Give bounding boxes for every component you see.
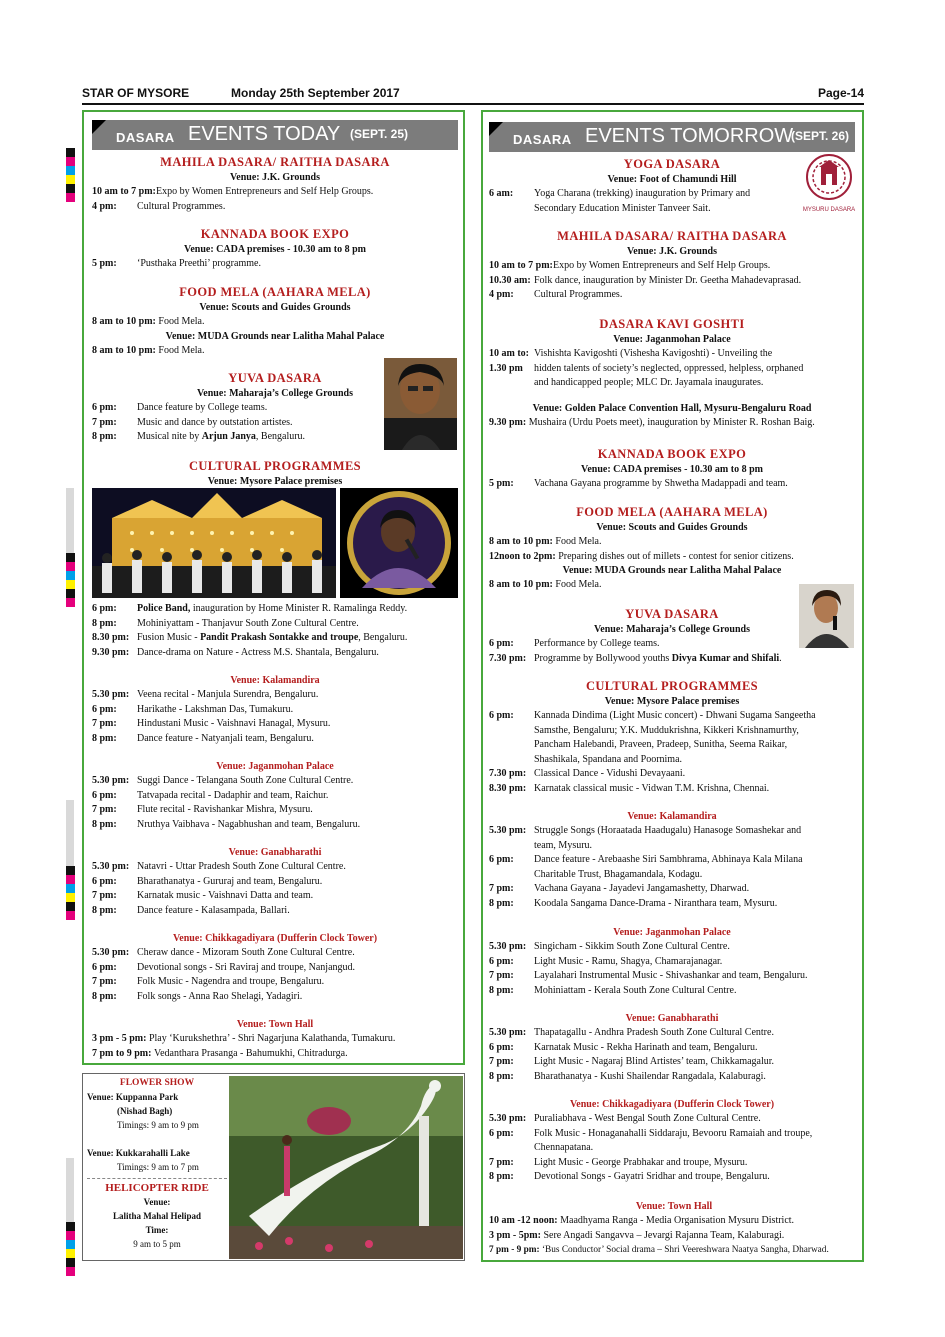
venue-label: Venue: J.K. Grounds	[229, 172, 321, 183]
event-row: 5.30 pm: Suggi Dance - Telangana South Zone Cultural Centre.	[92, 775, 354, 786]
event-row: 8 am to 10 pm: Food Mela.	[92, 316, 205, 327]
event-row: 9.30 pm: Dance-drama on Nature - Actress M.S. Shantala, Bengaluru.	[92, 646, 379, 658]
today-food-section	[92, 284, 458, 358]
event-row: 12noon to 2pm: Preparing dishes out of millets - contest for senior citizens.	[489, 550, 794, 562]
venue-sub: (Nishad Bagh)	[117, 1106, 173, 1116]
event-row: 7.30 pm: Classical Dance - Vidushi Devayaani.	[489, 768, 686, 779]
publication-name: STAR OF MYSORE	[82, 86, 190, 100]
today-book-section	[92, 226, 458, 272]
venue-label: Venue: Jaganmohan Palace	[216, 761, 334, 772]
event-row: 6 pm: Performance by College teams.	[489, 638, 660, 649]
venue-label: Venue: Town Hall	[236, 1019, 314, 1030]
event-row: 8 am to 10 pm: Food Mela.	[489, 536, 602, 547]
section-title: MAHILA DASARA/ RAITHA DASARA	[160, 155, 390, 169]
event-row: Charitable Trust, Bhagamandala, Kodagu.	[534, 868, 703, 880]
venue-label: Venue: Scouts and Guides Grounds	[199, 302, 351, 313]
event-row: 1.30 pm hidden talents of society’s neglected, oppressed, helpless, orphaned	[489, 362, 804, 374]
today-chikkagadiyara-section	[92, 932, 458, 1004]
venue-label: Venue: CADA premises - 10.30 am to 8 pm	[581, 464, 763, 475]
flower-peacock-photo	[229, 1076, 463, 1259]
event-row: 4 pm: Cultural Programmes.	[489, 289, 623, 300]
event-row: 4 pm: Cultural Programmes.	[92, 200, 226, 212]
events-today-panel	[82, 110, 465, 1065]
event-row: Secondary Education Minister Tanveer Sait.	[534, 202, 711, 214]
venue-label: Venue: Town Hall	[635, 1201, 713, 1212]
flower-show-text	[87, 1076, 227, 1251]
today-jaganmohan-section	[92, 760, 458, 832]
heli-time: 9 am to 5 pm	[133, 1239, 181, 1249]
tomorrow-book-section	[489, 446, 855, 492]
event-row: 8 pm: Dance feature - Kalasampada, Ballari.	[92, 904, 290, 916]
registration-marks	[66, 1222, 75, 1276]
venue-label: Venue: Scouts and Guides Grounds	[596, 522, 748, 533]
section-title: KANNADA BOOK EXPO	[597, 447, 747, 461]
events-today-banner	[92, 120, 458, 150]
section-title: FOOD MELA (AAHARA MELA)	[576, 505, 768, 519]
venue-label: Venue: Ganabharathi	[228, 847, 322, 858]
events-tomorrow-banner	[489, 122, 855, 152]
issue-date: Monday 25th September 2017	[231, 86, 400, 100]
venue-label: Venue: Jaganmohan Palace	[613, 334, 731, 345]
event-row: team, Mysuru.	[534, 839, 593, 851]
section-title: MAHILA DASARA/ RAITHA DASARA	[557, 229, 787, 243]
event-row: 9.30 pm: Mushaira (Urdu Poets meet), inauguration by Minister R. Roshan Baig.	[489, 416, 815, 428]
flower-show-title: FLOWER SHOW	[119, 1078, 195, 1088]
event-row: 3 pm - 5 pm: Play ‘Kurukshethra’ - Shri Nagarjuna Kalathanda, Tumakuru.	[92, 1033, 396, 1044]
venue-label: Venue: Kuppanna Park	[87, 1092, 179, 1102]
section-title: YUVA DASARA	[228, 371, 322, 385]
event-row: 8 pm: Bharathanatya - Kushi Shailendar Rangadala, Kalaburagi.	[489, 1070, 766, 1082]
event-row: 7 pm: Folk Music - Nagendra and troupe, Bengaluru.	[92, 976, 325, 987]
event-row: 10.30 am: Folk dance, inauguration by Minister Dr. Geetha Mahadevaprasad.	[489, 274, 802, 286]
tomorrow-jaganmohan-section	[489, 926, 855, 998]
event-row: 6 pm: Dance feature by College teams.	[92, 402, 268, 413]
page-number: Page-14	[817, 86, 864, 100]
venue-label: Venue: Mysore Palace premises	[604, 696, 740, 707]
tomorrow-kavi-section	[489, 316, 855, 430]
event-row: 7 pm: Vachana Gayana - Jayadevi Jangamashetty, Dharwad.	[489, 883, 750, 894]
banner-title: EVENTS TODAY	[188, 123, 341, 145]
event-row: Shashikala, Spandana and Poornima.	[534, 753, 683, 765]
event-row: 6 pm: Light Music - Ramu, Shagya, Chamarajanagar.	[489, 955, 723, 967]
timing: Timings: 9 am to 9 pm	[117, 1120, 199, 1130]
event-row: 8 pm: Dance feature - Natyanjali team, Bengaluru.	[92, 732, 314, 744]
tomorrow-townhall-section	[489, 1200, 859, 1258]
event-row: 8 pm: Musical nite by Arjun Janya, Bengaluru.	[92, 431, 306, 442]
event-row: 5.30 pm: Singicham - Sikkim South Zone Cultural Centre.	[489, 941, 730, 952]
section-title: CULTURAL PROGRAMMES	[585, 679, 759, 693]
event-row: 6 pm: Folk Music - Honaganahalli Siddaraju, Bevooru Ramaiah and troupe,	[489, 1127, 813, 1139]
event-row: Chennapatana.	[534, 1142, 594, 1153]
venue-label: Venue: Golden Palace Convention Hall, Mysuru-Bengaluru Road	[532, 402, 812, 414]
event-row: 6 pm: Tatvapada recital - Dadaphir and team, Raichur.	[92, 789, 329, 801]
venue-label: Venue: Foot of Chamundi Hill	[607, 174, 737, 185]
event-row: 6 pm: Devotional songs - Sri Raviraj and troupe, Nanjangud.	[92, 961, 356, 973]
event-row: 8 pm: Mohiniattam - Kerala South Zone Cultural Centre.	[489, 984, 737, 996]
event-row: 5 pm: Vachana Gayana programme by Shwetha Madappadi and team.	[489, 478, 788, 489]
event-row: 7 pm: Layalahari Instrumental Music - Shivashankar and team, Bengaluru.	[489, 970, 808, 981]
tomorrow-yuva-section	[489, 606, 855, 666]
event-row: 8 am to 10 pm: Food Mela.	[489, 579, 602, 590]
event-row: 5.30 pm: Puraliabhava - West Bengal South Zone Cultural Centre.	[489, 1113, 761, 1124]
banner-title: EVENTS TOMORROW	[585, 125, 794, 147]
event-row: 10 am to 7 pm: Expo by Women Entrepreneurs and Self Help Groups.	[489, 260, 771, 271]
event-row: 8 pm: Devotional Songs - Gayatri Sridhar and troupe, Bengaluru.	[489, 1171, 770, 1182]
event-row: 5.30 pm: Veena recital - Manjula Surendra, Bengaluru.	[92, 689, 319, 700]
event-row: 7 pm: Flute recital - Ravishankar Mishra, Mysuru.	[92, 804, 313, 815]
tomorrow-kalamandira-section	[489, 810, 855, 911]
today-ganabharathi-section	[92, 846, 458, 918]
events-tomorrow-panel	[481, 110, 864, 1262]
helicopter-title: HELICOPTER RIDE	[105, 1182, 209, 1194]
event-row: 7 pm to 9 pm: Vedanthara Prasanga - Bahumukhi, Chitradurga.	[92, 1047, 348, 1059]
venue-label: Venue: Kalamandira	[627, 811, 717, 822]
margin-bar	[66, 800, 74, 870]
venue-label: Venue: Maharaja’s College Grounds	[196, 388, 354, 399]
venue-label: Venue: Chikkagadiyara (Dufferin Clock Tower)	[172, 933, 378, 944]
tomorrow-yoga-section	[489, 156, 855, 216]
venue-label: Venue: Kukkarahalli Lake	[87, 1148, 190, 1158]
today-cultural-heading	[92, 458, 458, 489]
tomorrow-ganabharathi-section	[489, 1012, 855, 1084]
event-row: 10 am -12 noon: Maadhyama Ranga - Media Organisation Mysuru District.	[489, 1215, 795, 1226]
section-title: FOOD MELA (AAHARA MELA)	[179, 285, 371, 299]
header-rule	[82, 103, 864, 105]
banner-dasara: DASARA	[513, 132, 572, 147]
banner-corner	[92, 120, 106, 134]
banner-date: (SEPT. 25)	[350, 127, 409, 141]
tomorrow-cultural-section	[489, 678, 855, 796]
flower-show-box	[82, 1073, 465, 1261]
heli-venue: Lalitha Mahal Helipad	[112, 1211, 201, 1221]
event-row: 5.30 pm: Thapatagallu - Andhra Pradesh South Zone Cultural Centre.	[489, 1027, 774, 1038]
event-row: 6 pm: Dance feature - Arebaashe Siri Sambhrama, Abhinaya Kala Milana	[489, 854, 803, 865]
event-row: 6 am: Yoga Charana (trekking) inauguration by Primary and	[489, 188, 751, 199]
venue-label: Venue: Jaganmohan Palace	[613, 927, 731, 938]
section-title: YUVA DASARA	[625, 607, 719, 621]
banner-corner	[489, 122, 503, 136]
event-row: 7 pm: Light Music - Nagaraj Blind Artistes’ team, Chikkamagalur.	[489, 1056, 775, 1067]
event-row: 10 am to: Vishishta Kavigoshti (Vishesha Kavigoshti) - Unveiling the	[489, 348, 773, 359]
tomorrow-mahila-section	[489, 228, 855, 303]
venue-label: Venue: Kalamandira	[230, 675, 320, 686]
event-row: 7.30 pm: Programme by Bollywood youths Divya Kumar and Shifali.	[489, 652, 782, 664]
event-row: 8 pm: Koodala Sangama Dance-Drama - Niranthara team, Mysuru.	[489, 897, 778, 909]
today-townhall-section	[92, 1018, 458, 1061]
event-row: 7 pm - 9 pm: ‘Bus Conductor’ Social drama – Shri Veereshwara Naatya Sangha, Dharwad.	[489, 1245, 829, 1255]
banner-date: (SEPT. 26)	[791, 129, 850, 143]
event-row: 6 pm: Bharathanatya - Gururaj and team, Bengaluru.	[92, 875, 323, 887]
section-title: DASARA KAVI GOSHTI	[599, 317, 745, 331]
singer-photo	[340, 488, 458, 598]
venue-label: Venue: MUDA Grounds near Lalitha Mahal Palace	[562, 565, 782, 576]
banner-dasara: DASARA	[116, 130, 175, 145]
venue-label: Venue: CADA premises - 10.30 am to 8 pm	[184, 244, 366, 255]
event-row: 10 am to 7 pm: Expo by Women Entrepreneurs and Self Help Groups.	[92, 186, 374, 197]
event-row: 8 pm: Nruthya Vaibhava - Nagabhushan and team, Bengaluru.	[92, 818, 361, 830]
event-row: 5.30 pm: Natavri - Uttar Pradesh South Zone Cultural Centre.	[92, 861, 346, 872]
event-row: 8.30 pm: Fusion Music - Pandit Prakash Sontakke and troupe, Bengaluru.	[92, 632, 408, 643]
event-row: 7 pm: Karnatak music - Vaishnavi Datta and team.	[92, 890, 314, 901]
event-row: 6 pm: Kannada Dindima (Light Music concert) - Dhwani Sugama Sangeetha	[489, 710, 816, 721]
event-row: 6 pm: Police Band, inauguration by Home Minister R. Ramalinga Reddy.	[92, 603, 408, 614]
venue-label: Venue: J.K. Grounds	[626, 246, 718, 257]
logo-text: MYSURU DASARA	[802, 207, 856, 213]
tomorrow-chikkagadiyara-section	[489, 1098, 855, 1185]
event-row: Pancham Halebandi, Praveen, Pradeep, Sunitha, Seema Raikar,	[534, 739, 788, 750]
event-row: 6 pm: Karnatak Music - Rekha Harinath and team, Bengaluru.	[489, 1041, 758, 1053]
event-row: and handicapped people; MLC Dr. Jayamala inaugurates.	[534, 377, 764, 388]
venue-label: Venue: MUDA Grounds near Lalitha Mahal Palace	[165, 330, 385, 342]
registration-marks	[66, 553, 75, 607]
section-title: CULTURAL PROGRAMMES	[188, 459, 362, 473]
event-row: 6 pm: Harikathe - Lakshman Das, Tumakuru.	[92, 703, 294, 715]
today-kalamandira-section	[92, 674, 458, 746]
page-header	[82, 86, 864, 102]
margin-bar	[66, 488, 74, 558]
venue-label: Venue: Mysore Palace premises	[207, 476, 343, 487]
event-row: 7 pm: Music and dance by outstation artistes.	[92, 416, 293, 428]
venue-label: Venue: Chikkagadiyara (Dufferin Clock Tower)	[569, 1099, 775, 1110]
artist-portrait-photo	[384, 358, 457, 450]
section-title: YOGA DASARA	[623, 157, 721, 171]
event-row: 7 pm: Hindustani Music - Vaishnavi Hanagal, Mysuru.	[92, 718, 331, 729]
event-row: Samsthe, Bengaluru; Y.K. Muddukrishna, Kikkeri Krishnamurthy,	[534, 724, 799, 736]
timing: Timings: 9 am to 7 pm	[117, 1162, 199, 1172]
event-row: 8 am to 10 pm: Food Mela.	[92, 344, 205, 356]
heli-venue-label: Venue:	[143, 1197, 171, 1207]
tomorrow-food-section	[489, 504, 855, 593]
margin-bar	[66, 1158, 74, 1228]
registration-marks	[66, 866, 75, 920]
heli-time-label: Time:	[145, 1225, 169, 1235]
police-band-photo	[92, 488, 336, 598]
event-row: 5.30 pm: Cheraw dance - Mizoram South Zone Cultural Centre.	[92, 947, 355, 958]
event-row: 8.30 pm: Karnatak classical music - Vidwan T.M. Krishna, Chennai.	[489, 782, 770, 794]
event-row: 8 pm: Folk songs - Anna Rao Shelagi, Yadagiri.	[92, 990, 303, 1002]
registration-marks	[66, 148, 75, 202]
today-cultural-section	[92, 602, 458, 660]
section-title: KANNADA BOOK EXPO	[200, 227, 350, 241]
event-row: 3 pm - 5pm: Sere Angadi Sangavva – Jevargi Rajanna Team, Kalaburagi.	[489, 1229, 785, 1241]
event-row: 5.30 pm: Struggle Songs (Horaatada Haadugalu) Hanasoge Somashekar and	[489, 825, 802, 836]
event-row: 8 pm: Mohiniyattam - Thanjavur South Zone Cultural Centre.	[92, 617, 359, 629]
event-row: 5 pm: ‘Pusthaka Preethi’ programme.	[92, 258, 261, 269]
venue-label: Venue: Maharaja’s College Grounds	[593, 624, 751, 635]
event-row: 7 pm: Light Music - George Prabhakar and troupe, Mysuru.	[489, 1156, 748, 1168]
venue-label: Venue: Ganabharathi	[625, 1013, 719, 1024]
today-mahila-section	[92, 154, 458, 214]
